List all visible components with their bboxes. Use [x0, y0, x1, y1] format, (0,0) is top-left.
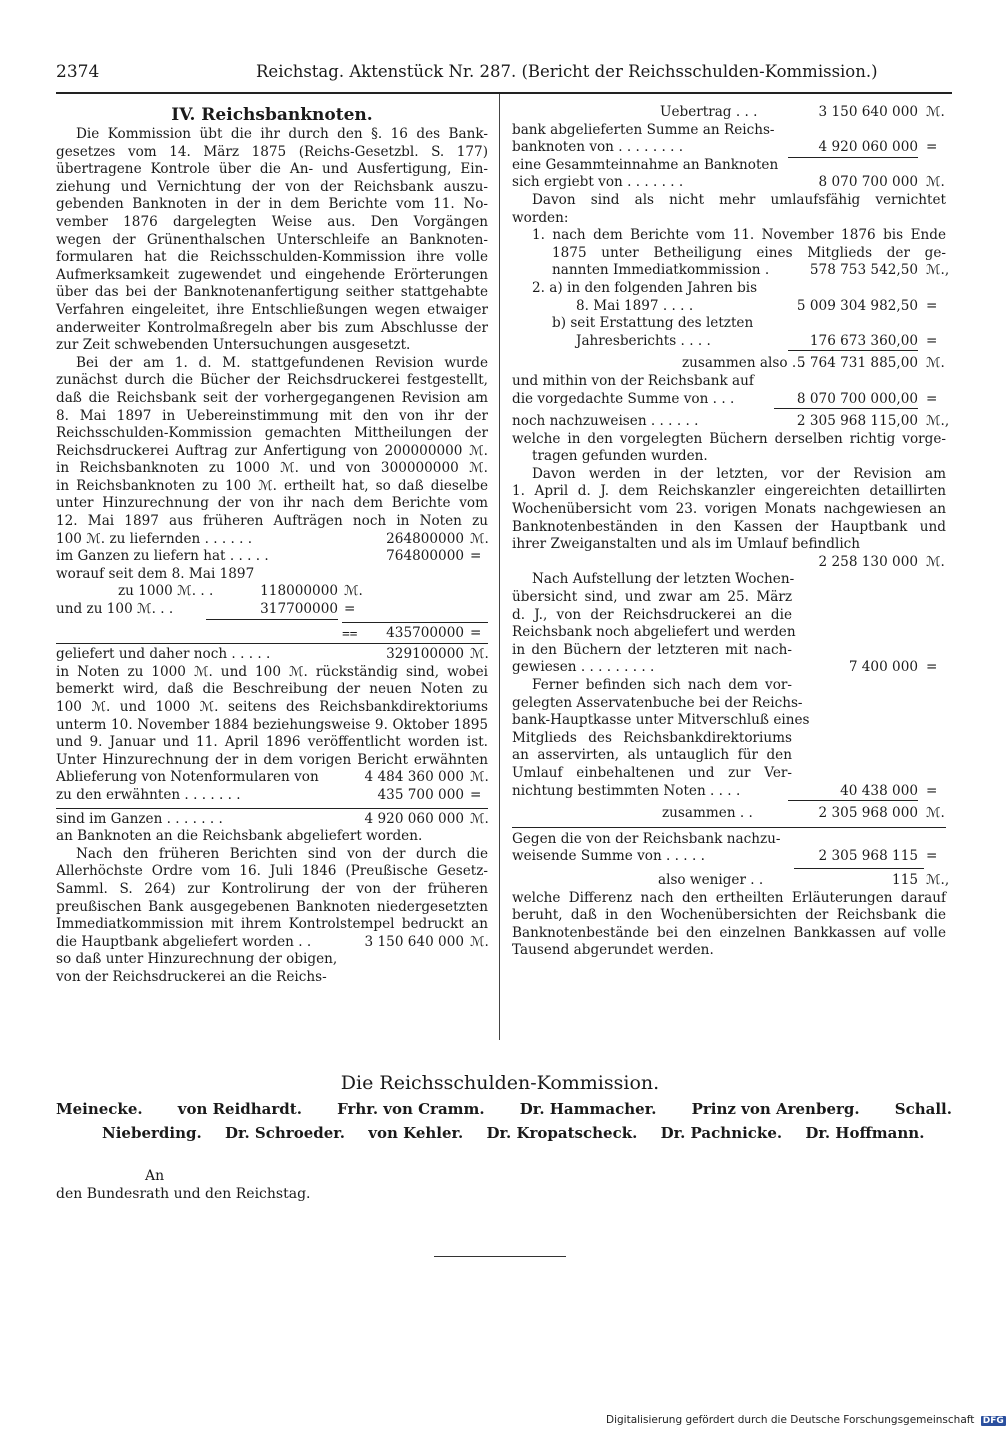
row-amount: 4 920 060 000 — [788, 139, 918, 158]
text-line: über das bei der Banknotenanfertigung seither stattgehabte — [56, 284, 488, 301]
paragraph-1 — [56, 126, 488, 355]
row-amount: 7 400 000 — [848, 659, 918, 676]
row-amount: 4 920 060 000 — [364, 810, 464, 827]
signature-row-1 — [56, 1100, 952, 1118]
row-unit: = — [926, 782, 938, 799]
ledger-row — [512, 104, 946, 122]
row-label: nannten Immediatkommission . — [552, 262, 770, 279]
signatory-name: Nieberding. — [102, 1124, 202, 1142]
row-unit: = — [926, 332, 938, 349]
text-line: übersicht sind, und zwar am 25. März — [512, 589, 792, 606]
row-unit: = — [344, 601, 356, 618]
text-line: Nach Aufstellung der letzten Wochen- — [532, 571, 795, 588]
row-unit: ℳ. — [926, 805, 945, 822]
row-unit: = — [470, 624, 482, 641]
text-line: Aufmerksamkeit zugewendet und eingehende Erörterungen — [56, 266, 488, 283]
text-line: d. J., von der Reichsdruckerei an die — [512, 606, 792, 623]
text-line: zur Zeit schwebenden Untersuchungen ausgesetzt. — [56, 337, 411, 354]
row-amount: 2 305 968 000 — [818, 805, 918, 822]
row-label: geliefert und daher noch . . . . . — [56, 646, 271, 663]
text-line: wegen der Grünenthalschen Unterschleife an Banknoten- — [56, 231, 488, 248]
row-label: Ablieferung von Notenformularen von — [56, 769, 319, 786]
sum-rule — [512, 827, 946, 828]
text-line: Allerhöchste Ordre vom 16. Juli 1846 (Preußische Gesetz- — [56, 863, 488, 880]
text-line: 12. Mai 1897 aus früheren Aufträgen noch in Noten zu — [56, 513, 488, 530]
row-label: also weniger . . — [658, 871, 764, 888]
text-line: Davon sind als nicht mehr umlaufsfähig vernichtet — [532, 191, 946, 208]
text-line: welche in den vorgelegten Büchern derselben richtig vorge- — [512, 430, 946, 447]
row-label: Uebertrag . . . — [660, 104, 758, 120]
row-label: worauf seit dem 8. Mai 1897 — [56, 565, 255, 582]
text-line: formularen hat die Reichsschulden-Kommission ihre volle — [56, 249, 488, 266]
row-label: 2. a) in den folgenden Jahren bis — [532, 279, 758, 296]
row-amount: 176 673 360,00 — [788, 333, 918, 352]
row-amount: 2 305 968 115 — [818, 848, 918, 865]
signatory-name: Dr. Kropatscheck. — [486, 1124, 638, 1142]
row-unit: ℳ., — [926, 413, 950, 430]
text-line: daß die Reichsbank seit der vorhergegangenen Revision am — [56, 389, 488, 406]
row-amount: 8 070 700 000,00 — [774, 391, 918, 410]
ledger-row — [512, 554, 946, 572]
right-column — [512, 104, 950, 960]
text-line: Ferner befinden sich nach dem vor- — [532, 677, 792, 693]
row-amount: 435700000 — [386, 624, 464, 641]
text-line: an asservirten, als untauglich für den — [512, 747, 792, 764]
text-line: ziehung und Vernichtung der von der Reichsbank auszu- — [56, 178, 488, 195]
text-line: tragen gefunden wurden. — [532, 448, 708, 465]
ledger-row — [56, 787, 488, 805]
sum-rule — [56, 643, 488, 644]
row-unit: ℳ. — [344, 583, 363, 600]
row-unit: ℳ. — [926, 174, 945, 191]
signatory-name: von Reidhardt. — [177, 1100, 302, 1118]
text-line: Tausend abgerundet werden. — [512, 942, 714, 959]
row-unit: ℳ. — [470, 530, 489, 547]
text-line: ihrer Zweiganstalten und als im Umlauf befindlich — [512, 536, 861, 553]
text-line: 8. Mai 1897 in Uebereinstimmung mit den von ihr der — [56, 407, 488, 424]
text-line: übertragene Kontrole über die An- und Ausfertigung, Ein- — [56, 161, 488, 178]
text-line: an Banknoten an die Reichsbank abgeliefert worden. — [56, 828, 423, 845]
address-line: An — [145, 1168, 165, 1184]
ledger-row — [512, 315, 946, 333]
text-line: so daß unter Hinzurechnung der obigen, — [56, 951, 338, 968]
row-unit: ℳ. — [470, 769, 489, 786]
text-line: Verfahren eingeleitet, ihre Entschließungen wegen etwaiger — [56, 301, 488, 318]
ledger-row — [512, 139, 946, 157]
signatory-name: Dr. Hoffmann. — [805, 1124, 925, 1142]
text-line: Reichsbank noch abgeliefert und werden — [512, 624, 796, 641]
row-label: sind im Ganzen . . . . . . . — [56, 810, 223, 827]
row-amount: 40 438 000 — [788, 783, 918, 802]
row-unit: = — [926, 139, 938, 156]
text-line: Banknotenbeständen in den Kassen der Hauptbank und — [512, 518, 946, 535]
text-line: anderweiter Kontrolmaßregeln aber bis zum Abschlusse der — [56, 319, 488, 336]
ledger-row — [512, 413, 950, 431]
end-rule — [434, 1256, 566, 1257]
row-amount: 2 258 130 000 — [818, 553, 918, 570]
row-label: Gegen die von der Reichsbank nachzu- — [512, 830, 781, 847]
text-line: Reichsdruckerei Auftrag zur Anfertigung von 200000000 ℳ. — [56, 442, 488, 459]
signatory-name: Dr. Pachnicke. — [660, 1124, 783, 1142]
ledger-row — [512, 805, 946, 823]
ledger-row — [512, 355, 946, 373]
text-line: preußischen Bank ausgegebenen Banknoten niedergesetzten — [56, 898, 488, 915]
page-header — [56, 62, 952, 86]
text-line: in Noten zu 1000 ℳ. und 100 ℳ. rückständig sind, wobei — [56, 663, 488, 680]
row-amount: 578 753 542,50 — [809, 262, 918, 279]
row-amount: 2 305 968 115,00 — [796, 413, 918, 430]
left-column — [56, 104, 488, 987]
row-unit: = — [926, 659, 938, 676]
row-unit: ℳ. — [470, 810, 489, 827]
text-line: Nach den früheren Berichten sind von der durch die — [76, 845, 488, 862]
text-line: gebenden Banknoten in der in dem Berichte vom 11. No- — [56, 196, 488, 213]
row-unit: = — [470, 786, 482, 803]
text-line: Wochenübersicht vom 23. vorigen Monats nachgewiesen an — [512, 501, 946, 518]
text-line: Reichsschulden-Kommission gemachten Mittheilungen der — [56, 425, 488, 442]
row-amount: 3 150 640 000 — [818, 104, 918, 120]
ledger-row — [512, 174, 946, 192]
signatory-name: Dr. Schroeder. — [224, 1124, 346, 1142]
row-unit: = — [926, 297, 938, 314]
text-line: Unter Hinzurechnung der in dem vorigen Bericht erwähnten — [56, 751, 488, 768]
row-unit: = — [926, 848, 938, 865]
ledger-row — [512, 122, 946, 140]
signatory-name: Frhr. von Cramm. — [337, 1100, 485, 1118]
row-amount: 8 070 700 000 — [818, 174, 918, 191]
section-title: IV. Reichsbanknoten. — [171, 105, 373, 125]
text-line: in Reichsbanknoten zu 100 ℳ. ertheilt hat, so daß dieselbe — [56, 477, 488, 494]
ledger-row — [512, 262, 950, 280]
text-line: zunächst durch die Bücher der Reichsdruckerei festgestellt, — [56, 372, 488, 389]
row-label: eine Gesammteinnahme an Banknoten — [512, 156, 779, 173]
ledger-row — [56, 548, 488, 566]
equals-mark: ⩵ — [342, 624, 358, 641]
row-amount: 5 764 731 885,00 — [796, 355, 918, 372]
row-label: weisende Summe von . . . . . — [512, 848, 705, 865]
row-label: noch nachzuweisen . . . . . . — [512, 413, 699, 430]
row-unit: ℳ. — [470, 933, 489, 950]
text-line: Die Kommission übt die ihr durch den §. 16 des Bank- — [76, 126, 488, 142]
page-number: 2374 — [56, 62, 100, 82]
ledger-row — [512, 848, 946, 866]
text-line: 1. nach dem Berichte vom 11. November 1876 bis Ende — [532, 227, 946, 244]
row-label: gewiesen . . . . . . . . . — [512, 659, 655, 676]
text-line: welche Differenz nach den ertheilten Erläuterungen darauf — [512, 889, 946, 906]
dfg-logo: DFG — [982, 1416, 1004, 1426]
row-amount: 435 700 000 — [377, 786, 464, 803]
text-line: von der Reichsdruckerei an die Reichs- — [56, 968, 327, 985]
row-label: banknoten von . . . . . . . . — [512, 139, 684, 156]
row-amount: 5 009 304 982,50 — [796, 297, 918, 314]
ledger-row — [56, 811, 488, 829]
text-line: Immediatkommission mit ihrem Kontrolstempel bedruckt an — [56, 916, 488, 933]
row-label: zusammen also . . — [682, 355, 805, 372]
text-line: Samml. S. 264) zur Kontrolirung der von der früheren — [56, 880, 488, 897]
row-label: im Ganzen zu liefern hat . . . . . — [56, 548, 269, 565]
ledger-row — [512, 333, 946, 351]
row-amount: 329100000 — [386, 646, 464, 663]
row-unit: ℳ. — [926, 104, 945, 120]
text-line: unter Hinzurechnung der von ihr nach dem Berichte vom — [56, 495, 488, 512]
row-label: b) seit Erstattung des letzten — [552, 315, 754, 332]
text-line: Banknotenbestände bei den einzelnen Bankkassen auf volle — [512, 924, 946, 941]
ledger-row — [512, 157, 946, 175]
footer-text: Digitalisierung gefördert durch die Deutsche Forschungsgemeinschaft — [606, 1414, 975, 1426]
ledger-row — [56, 769, 488, 787]
row-amount: 317700000 — [206, 601, 338, 620]
ledger-row — [512, 659, 946, 677]
row-label: sich ergiebt von . . . . . . . — [512, 174, 684, 191]
ledger-row — [512, 871, 950, 890]
ledger-row — [512, 373, 946, 391]
text-line: gesetzes vom 14. März 1875 (Reichs-Gesetzbl. S. 177) — [56, 143, 488, 160]
paragraph-4 — [512, 571, 796, 659]
text-line: bemerkt wird, daß die Beschreibung der neuen Noten zu — [56, 681, 488, 698]
row-amount: 118000000 — [260, 583, 338, 600]
ledger-row — [56, 583, 488, 601]
signatory-name: Schall. — [894, 1100, 952, 1118]
paragraph-5 — [512, 677, 810, 783]
ledger-row — [512, 391, 946, 409]
row-amount: 264800000 — [386, 530, 464, 547]
row-amount: 3 150 640 000 — [364, 933, 464, 950]
ledger-row — [56, 566, 488, 584]
ledger-row — [56, 625, 488, 643]
signatory-name: Dr. Hammacher. — [519, 1100, 657, 1118]
row-label: zu 1000 ℳ. . . — [118, 583, 214, 600]
text-line: 1. April d. J. dem Reichskanzler eingereichten detaillirten — [512, 483, 946, 500]
sum-rule — [342, 622, 488, 623]
row-label: 8. Mai 1897 . . . . — [576, 297, 694, 314]
row-label: zusammen . . — [662, 805, 753, 822]
row-label: die vorgedachte Summe von . . . — [512, 390, 735, 407]
text-line: vember 1876 dargelegten Weise aus. Den Vorgängen — [56, 213, 488, 230]
row-label: 100 ℳ. zu liefernden . . . . . . — [56, 530, 253, 547]
row-amount: 764800000 — [386, 548, 464, 565]
text-line: in den Büchern der letzteren mit nach- — [512, 641, 792, 658]
ledger-row — [512, 831, 946, 849]
digitization-footer — [606, 1414, 1006, 1426]
row-unit: = — [470, 548, 482, 565]
text-line: Mitglieds des Reichsbankdirektoriums — [512, 729, 792, 746]
ledger-row — [512, 783, 946, 801]
row-unit: ℳ. — [926, 355, 945, 372]
row-unit: ℳ. — [470, 646, 489, 663]
ledger-row — [56, 601, 488, 619]
running-title: Reichstag. Aktenstück Nr. 287. (Bericht der Reichsschulden-Kommission.) — [256, 62, 878, 81]
paragraph-2 — [56, 355, 488, 531]
ledger-row — [512, 280, 946, 298]
signatory-name: Meinecke. — [56, 1100, 143, 1118]
ledger-row — [512, 298, 946, 316]
column-divider — [499, 94, 500, 1040]
sum-rule — [56, 808, 488, 809]
address-line: den Bundesrath und den Reichstag. — [56, 1186, 311, 1202]
row-unit: = — [926, 390, 938, 407]
header-rule — [56, 92, 952, 94]
ledger-row — [56, 531, 488, 549]
text-line: gelegten Asservatenbuche bei der Reichs- — [512, 694, 803, 711]
text-line: worden: — [512, 209, 569, 226]
text-line: beruht, daß in den Wochenübersichten der Reichsbank die — [512, 907, 946, 924]
ledger-row — [56, 646, 488, 664]
text-line: Davon werden in der letzten, vor der Revision am — [532, 465, 946, 482]
signature-row-2 — [102, 1124, 942, 1142]
row-amount: 4 484 360 000 — [364, 769, 464, 786]
text-line: Bei der am 1. d. M. stattgefundenen Revision wurde — [76, 354, 488, 371]
text-line: in Reichsbanknoten zu 1000 ℳ. und von 300000000 ℳ. — [56, 460, 488, 477]
row-label: Jahresberichts . . . . — [576, 332, 711, 349]
paragraph-5 — [56, 846, 488, 934]
paragraph-3 — [56, 664, 488, 770]
row-unit: ℳ., — [926, 871, 950, 888]
text-line: 100 ℳ. und 1000 ℳ. seitens des Reichsbankdirektoriums — [56, 699, 488, 715]
row-unit: ℳ. — [926, 553, 945, 570]
text-line: und 9. Januar und 11. April 1896 veröffentlicht worden ist. — [56, 734, 488, 751]
row-label: die Hauptbank abgeliefert worden . . — [56, 933, 312, 950]
row-label: zu den erwähnten . . . . . . . — [56, 786, 241, 803]
signatory-name: Prinz von Arenberg. — [691, 1100, 860, 1118]
row-amount: 115 — [892, 871, 918, 888]
row-label: bank abgelieferten Summe an Reichs- — [512, 121, 775, 138]
sum-rule — [794, 868, 924, 869]
row-label: und zu 100 ℳ. . . — [56, 601, 174, 618]
text-line: 1875 unter Betheiligung eines Mitglieds der ge- — [552, 244, 946, 261]
commission-title: Die Reichsschulden-Kommission. — [340, 1072, 660, 1094]
text-line: bank-Hauptkasse unter Mitverschluß eines — [512, 712, 810, 729]
row-label: nichtung bestimmten Noten . . . . — [512, 782, 741, 799]
text-line: Umlauf einbehaltenen und zur Ver- — [512, 764, 792, 781]
ledger-row — [56, 934, 488, 952]
row-unit: ℳ., — [926, 262, 950, 279]
row-label: und mithin von der Reichsbank auf — [512, 372, 754, 389]
signatory-name: von Kehler. — [368, 1124, 464, 1142]
text-line: unterm 10. November 1884 beziehungsweise 9. Oktober 1895 — [56, 716, 488, 733]
